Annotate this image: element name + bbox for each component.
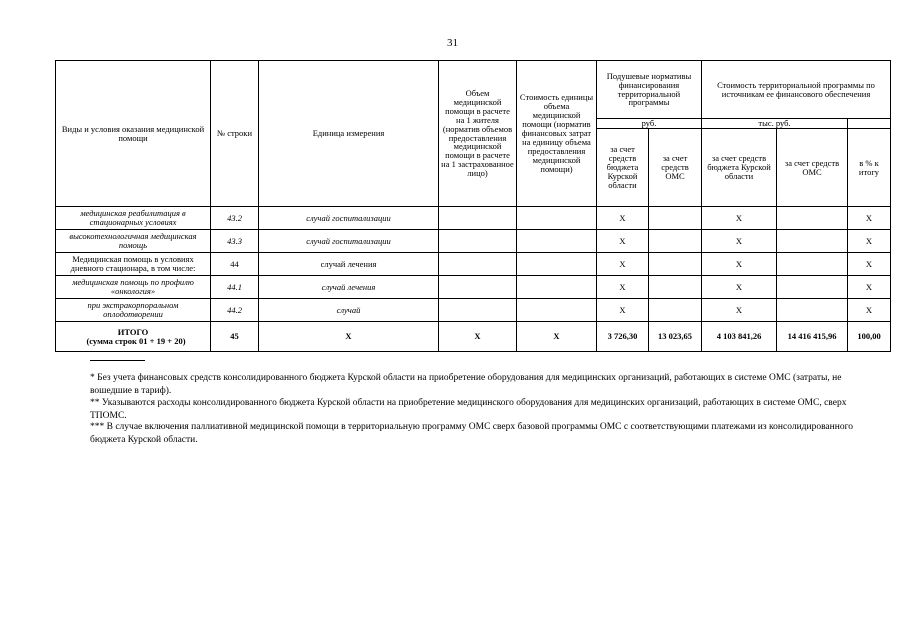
total-no: 45 (211, 322, 259, 352)
cell-oms (649, 276, 702, 299)
cell-volume (439, 207, 517, 230)
footnote-3: *** В случае включения паллиативной медицинской помощи в территориальную программу ОМС сверх базовой программы ОМС с соответствующими платежами из консолидированного бюджета Курской области. (90, 422, 853, 446)
header-volume: Объем медицинской помощи в расчете на 1 жителя (норматив объемов предоставления медицинской помощи в расчете на 1 застрахованное лицо) (439, 61, 517, 207)
row-unit: случай госпитализации (259, 230, 439, 253)
row-name: медицинская помощь по профилю «онкология» (56, 276, 211, 299)
cell-budget: X (597, 253, 649, 276)
row-unit: случай (259, 299, 439, 322)
row-name: высокотехнологичная медицинская помощь (56, 230, 211, 253)
total-label: ИТОГО (117, 326, 149, 337)
footnote-1: * Без учета финансовых средств консолидированного бюджета Курской области на приобретение оборудования для медицинских организаций, работающих в системе ОМС (затраты, не вошедшие в тариф). (90, 373, 842, 397)
header-row-no: № строки (211, 61, 259, 207)
cell-volume (439, 253, 517, 276)
cell-percent: X (848, 299, 891, 322)
header-territorial-cost: Стоимость территориальной программы по источникам ее финансового обеспечения (702, 61, 891, 119)
row-no: 44 (211, 253, 259, 276)
cell-budget: X (597, 207, 649, 230)
cell-cost (517, 276, 597, 299)
cell-oms-thous (777, 230, 848, 253)
cell-volume (439, 276, 517, 299)
row-name: при экстракорпоральном оплодотворении (56, 299, 211, 322)
cell-oms-thous (777, 299, 848, 322)
header-percent: в % к итогу (848, 129, 891, 207)
row-no: 44.2 (211, 299, 259, 322)
header-unit: Единица измерения (259, 61, 439, 207)
cell-oms (649, 253, 702, 276)
cell-cost (517, 299, 597, 322)
cell-budget: X (597, 230, 649, 253)
total-unit: X (259, 322, 439, 352)
total-oms: 13 023,65 (649, 322, 702, 352)
cell-cost (517, 230, 597, 253)
header-budget: за счет средств бюджета Курской области (597, 129, 649, 207)
total-row (56, 322, 891, 352)
row-unit: случай лечения (259, 253, 439, 276)
cell-percent: X (848, 276, 891, 299)
row-no: 43.2 (211, 207, 259, 230)
row-unit: случай лечения (259, 276, 439, 299)
row-no: 43.3 (211, 230, 259, 253)
cell-percent: X (848, 253, 891, 276)
cell-oms-thous (777, 253, 848, 276)
row-name: Медицинская помощь в условиях дневного стационара, в том числе: (56, 253, 211, 276)
header-rub: руб. (597, 119, 702, 129)
header-oms-thous: за счет средств ОМС (777, 129, 848, 207)
cell-percent: X (848, 230, 891, 253)
cell-oms (649, 230, 702, 253)
total-volume: X (439, 322, 517, 352)
cell-oms-thous (777, 276, 848, 299)
footnote-2: ** Указываются расходы консолидированного бюджета Курской области на приобретение медицинского оборудования для медицинских организаций, работающих в системе ОМС, сверх ТПОМС. (90, 398, 847, 422)
cell-budget-thous: X (702, 276, 777, 299)
table-row (56, 253, 891, 276)
header-oms: за счет средств ОМС (649, 129, 702, 207)
header-types: Виды и условия оказания медицинской помощи (56, 61, 211, 207)
cell-budget-thous: X (702, 253, 777, 276)
header-budget-thous: за счет средств бюджета Курской области (702, 129, 777, 207)
header-empty (848, 119, 891, 129)
total-cost: X (517, 322, 597, 352)
cell-budget: X (597, 276, 649, 299)
footnote-separator (90, 360, 145, 361)
cell-oms (649, 207, 702, 230)
cell-budget-thous: X (702, 207, 777, 230)
page-number: 31 (447, 37, 458, 49)
table-row (56, 276, 891, 299)
total-name (56, 322, 211, 352)
cell-oms (649, 299, 702, 322)
financing-table (55, 60, 891, 352)
cell-percent: X (848, 207, 891, 230)
cell-cost (517, 253, 597, 276)
header-cost: Стоимость единицы объема медицинской помощи (норматив финансовых затрат на единицу объема предоставления медицинской помощи) (517, 61, 597, 207)
total-percent: 100,00 (848, 322, 891, 352)
row-unit: случай госпитализации (259, 207, 439, 230)
header-thous-rub: тыс. руб. (702, 119, 848, 129)
total-oms-thous: 14 416 415,96 (777, 322, 848, 352)
header-per-capita: Подушевые нормативы финансирования территориальной программы (597, 61, 702, 119)
table-row (56, 207, 891, 230)
table-row (56, 299, 891, 322)
cell-cost (517, 207, 597, 230)
cell-budget-thous: X (702, 299, 777, 322)
table-row (56, 230, 891, 253)
cell-budget-thous: X (702, 230, 777, 253)
total-formula: (сумма строк 01 + 19 + 20) (86, 335, 186, 346)
cell-oms-thous (777, 207, 848, 230)
total-budget: 3 726,30 (597, 322, 649, 352)
total-budget-thous: 4 103 841,26 (702, 322, 777, 352)
cell-volume (439, 299, 517, 322)
cell-volume (439, 230, 517, 253)
row-name: медицинская реабилитация в стационарных условиях (56, 207, 211, 230)
cell-budget: X (597, 299, 649, 322)
row-no: 44.1 (211, 276, 259, 299)
